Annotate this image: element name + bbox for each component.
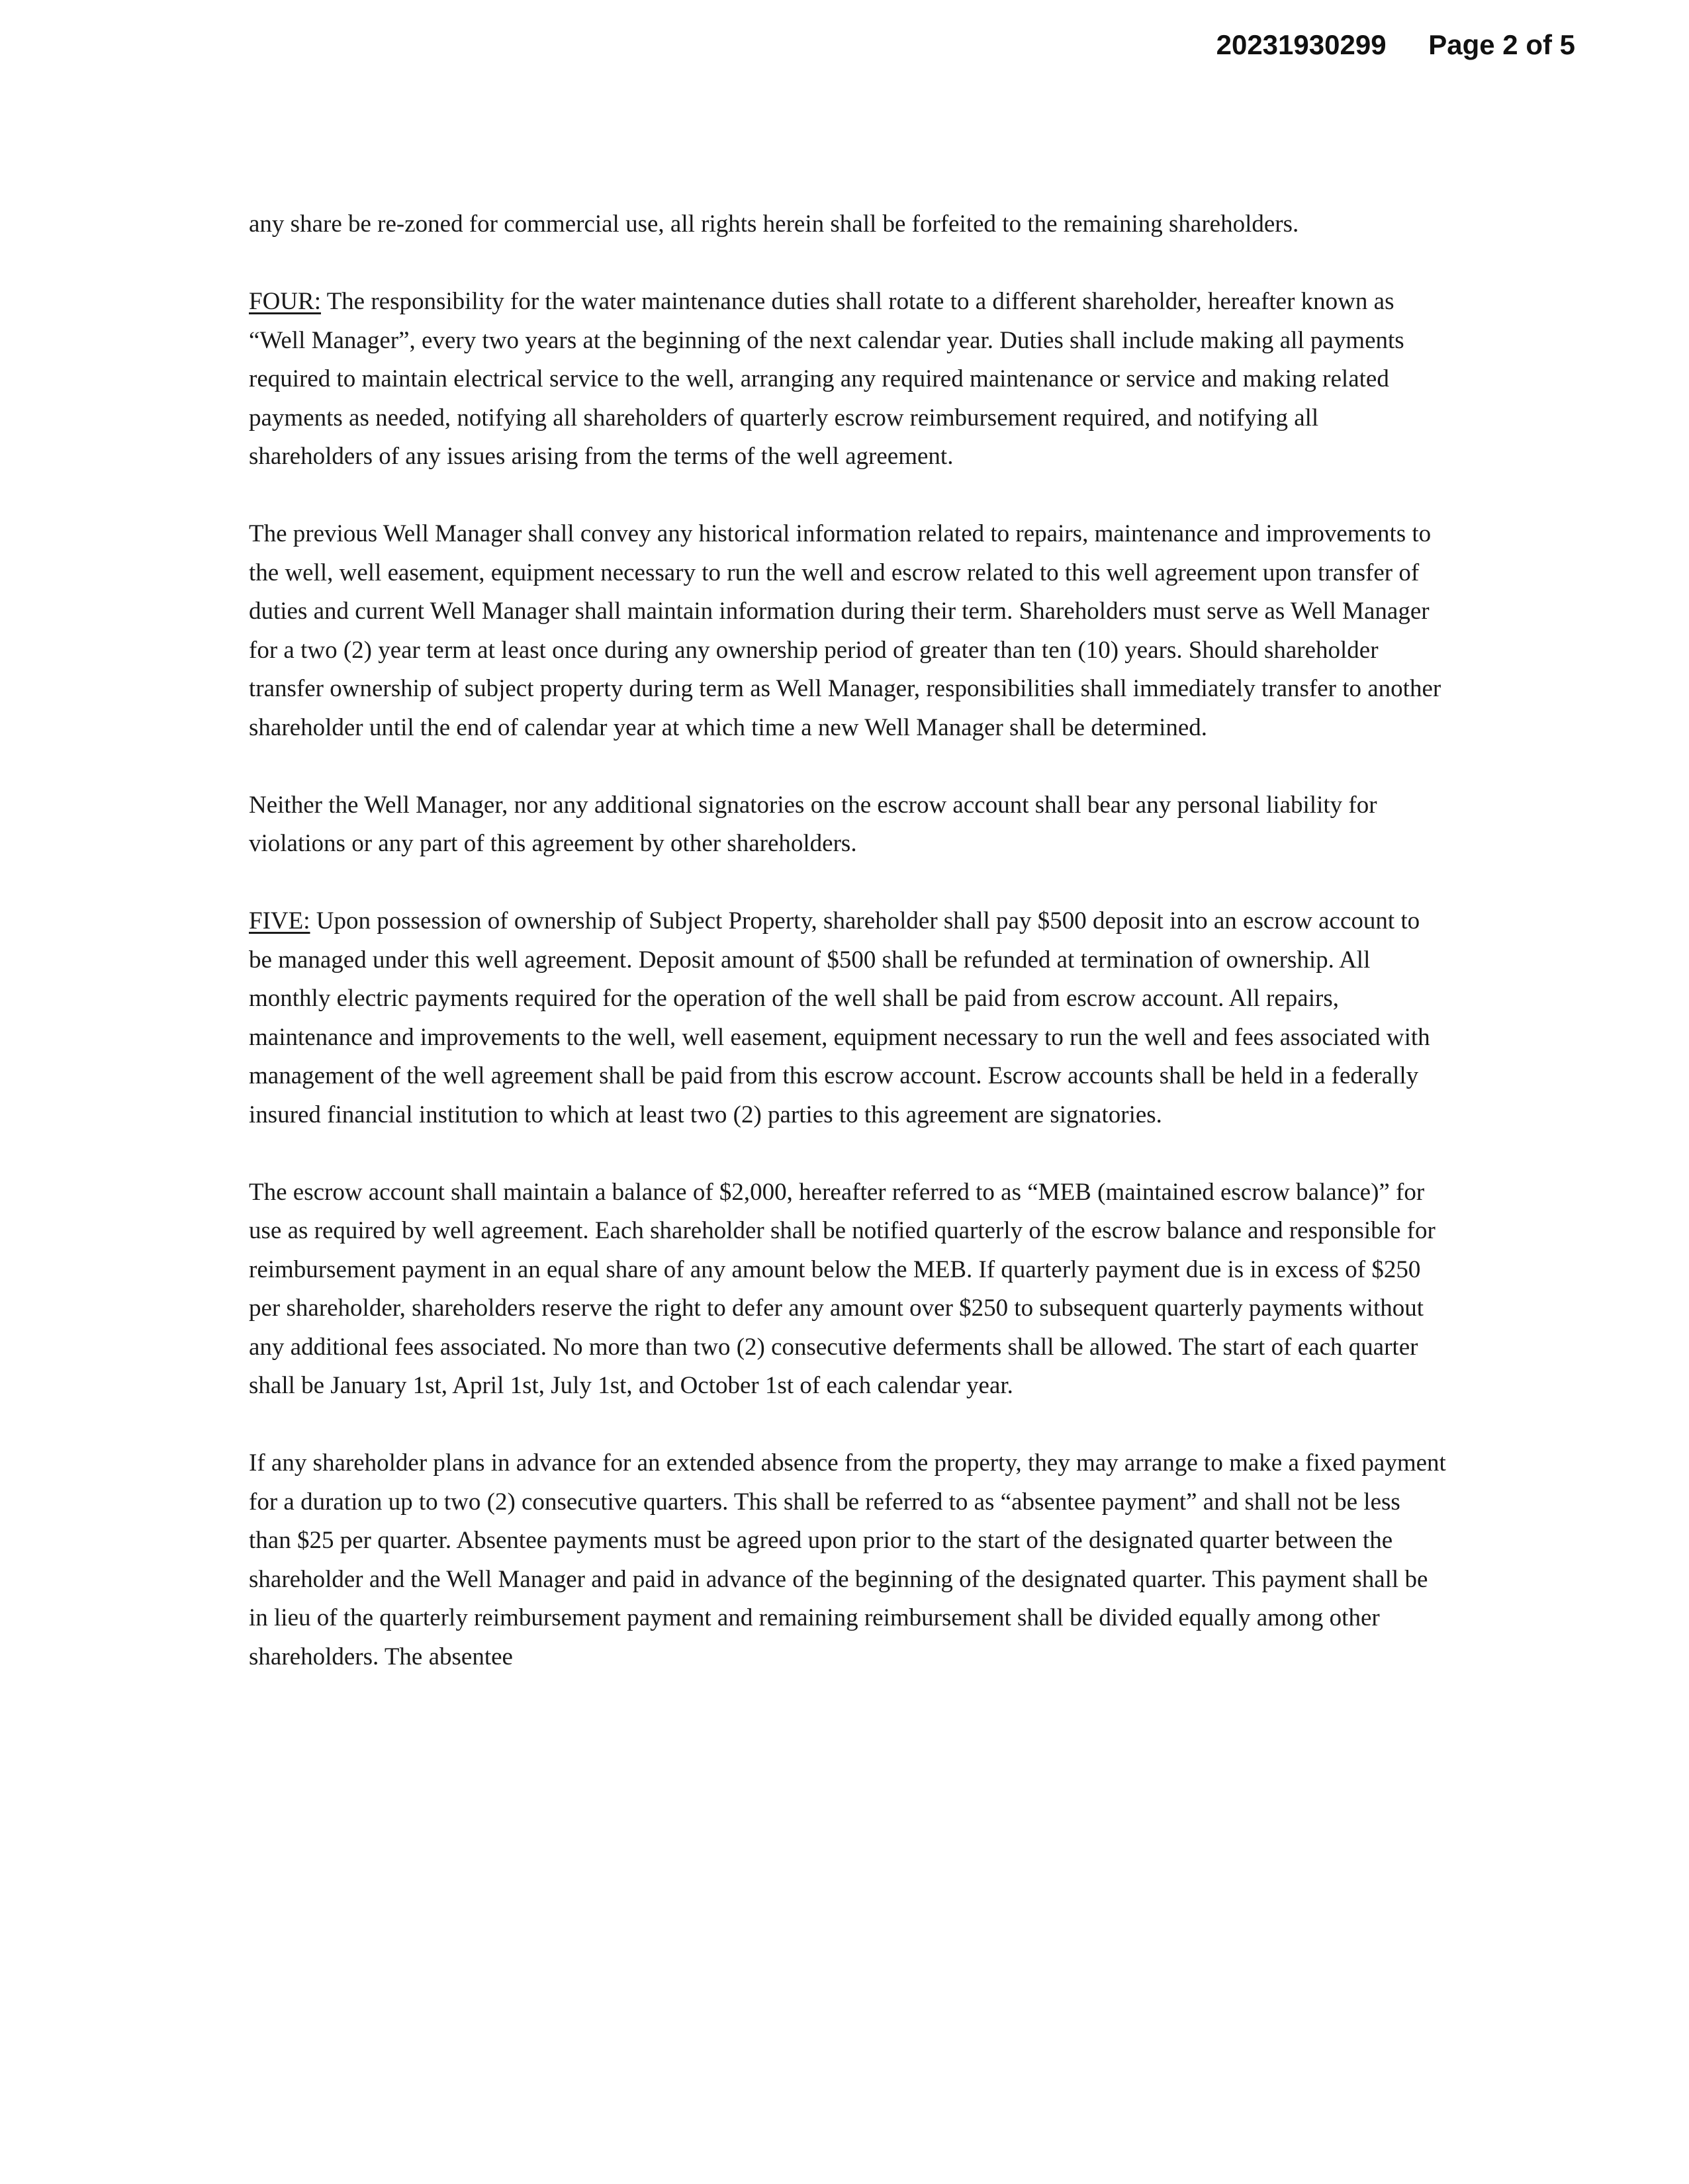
paragraph-text: The escrow account shall maintain a balance of $2,000, hereafter referred to as “MEB (maintained escrow balance)” for use as required by well agreement. Each shareholder shall be notified quarterly of the escrow balance and responsible for reimbursement payment in an equal share of any amount below the MEB. If quarterly payment due is in excess of $250 per shareholder, shareholders reserve the right to defer any amount over $250 to subsequent quarterly payments without any additional fees associated. No more than two (2) consecutive deferments shall be allowed. The start of each quarter shall be January 1st, April 1st, July 1st, and October 1st of each calendar year. — [249, 1178, 1436, 1399]
section-label-four: FOUR: — [249, 288, 321, 315]
paragraph-liability — [249, 786, 1447, 864]
paragraph-continuation — [249, 205, 1447, 244]
document-body — [249, 205, 1447, 1715]
paragraph-text: any share be re-zoned for commercial use, all rights herein shall be forfeited to the remaining shareholders. — [249, 210, 1299, 238]
paragraph-text: If any shareholder plans in advance for an extended absence from the property, they may arrange to make a fixed payment for a duration up to two (2) consecutive quarters. This shall be referred to as “absentee payment” and shall not be less than $25 per quarter. Absentee payments must be agreed upon prior to the start of the designated quarter between the shareholder and the Well Manager and paid in advance of the beginning of the designated quarter. This payment shall be in lieu of the quarterly reimbursement payment and remaining reimbursement shall be divided equally among other shareholders. The absentee — [249, 1449, 1446, 1670]
paragraph-section-five — [249, 902, 1447, 1134]
paragraph-section-four — [249, 283, 1447, 477]
paragraph-well-manager-transfer — [249, 515, 1447, 747]
paragraph-escrow-balance — [249, 1173, 1447, 1406]
page-number: Page 2 of 5 — [1428, 29, 1575, 60]
paragraph-text: The previous Well Manager shall convey any historical information related to repairs, maintenance and improvements to the well, well easement, equipment necessary to run the well and escrow related to this well agreement upon transfer of duties and current Well Manager shall maintain information during their term. Shareholders must serve as Well Manager for a two (2) year term at least once during any ownership period of greater than ten (10) years. Should shareholder transfer ownership of subject property during term as Well Manager, responsibilities shall immediately transfer to another shareholder until the end of calendar year at which time a new Well Manager shall be determined. — [249, 520, 1441, 741]
page-header — [1216, 29, 1575, 61]
paragraph-text: The responsibility for the water maintenance duties shall rotate to a different shareholder, hereafter known as “Well Manager”, every two years at the beginning of the next calendar year. Duties shall include making all payments required to maintain electrical service to the well, arranging any required maintenance or service and making related payments as needed, notifying all shareholders of quarterly escrow reimbursement required, and notifying all shareholders of any issues arising from the terms of the well agreement. — [249, 288, 1404, 470]
document-number: 20231930299 — [1216, 29, 1387, 60]
paragraph-absentee-payment — [249, 1444, 1447, 1676]
paragraph-text: Neither the Well Manager, nor any additional signatories on the escrow account shall bear any personal liability for violations or any part of this agreement by other shareholders. — [249, 791, 1377, 857]
paragraph-text: Upon possession of ownership of Subject Property, shareholder shall pay $500 deposit into an escrow account to be managed under this well agreement. Deposit amount of $500 shall be refunded at termination of ownership. All monthly electric payments required for the operation of the well shall be paid from escrow account. All repairs, maintenance and improvements to the well, well easement, equipment necessary to run the well and fees associated with management of the well agreement shall be paid from this escrow account. Escrow accounts shall be held in a federally insured financial institution to which at least two (2) parties to this agreement are signatories. — [249, 907, 1430, 1128]
section-label-five: FIVE: — [249, 907, 310, 934]
